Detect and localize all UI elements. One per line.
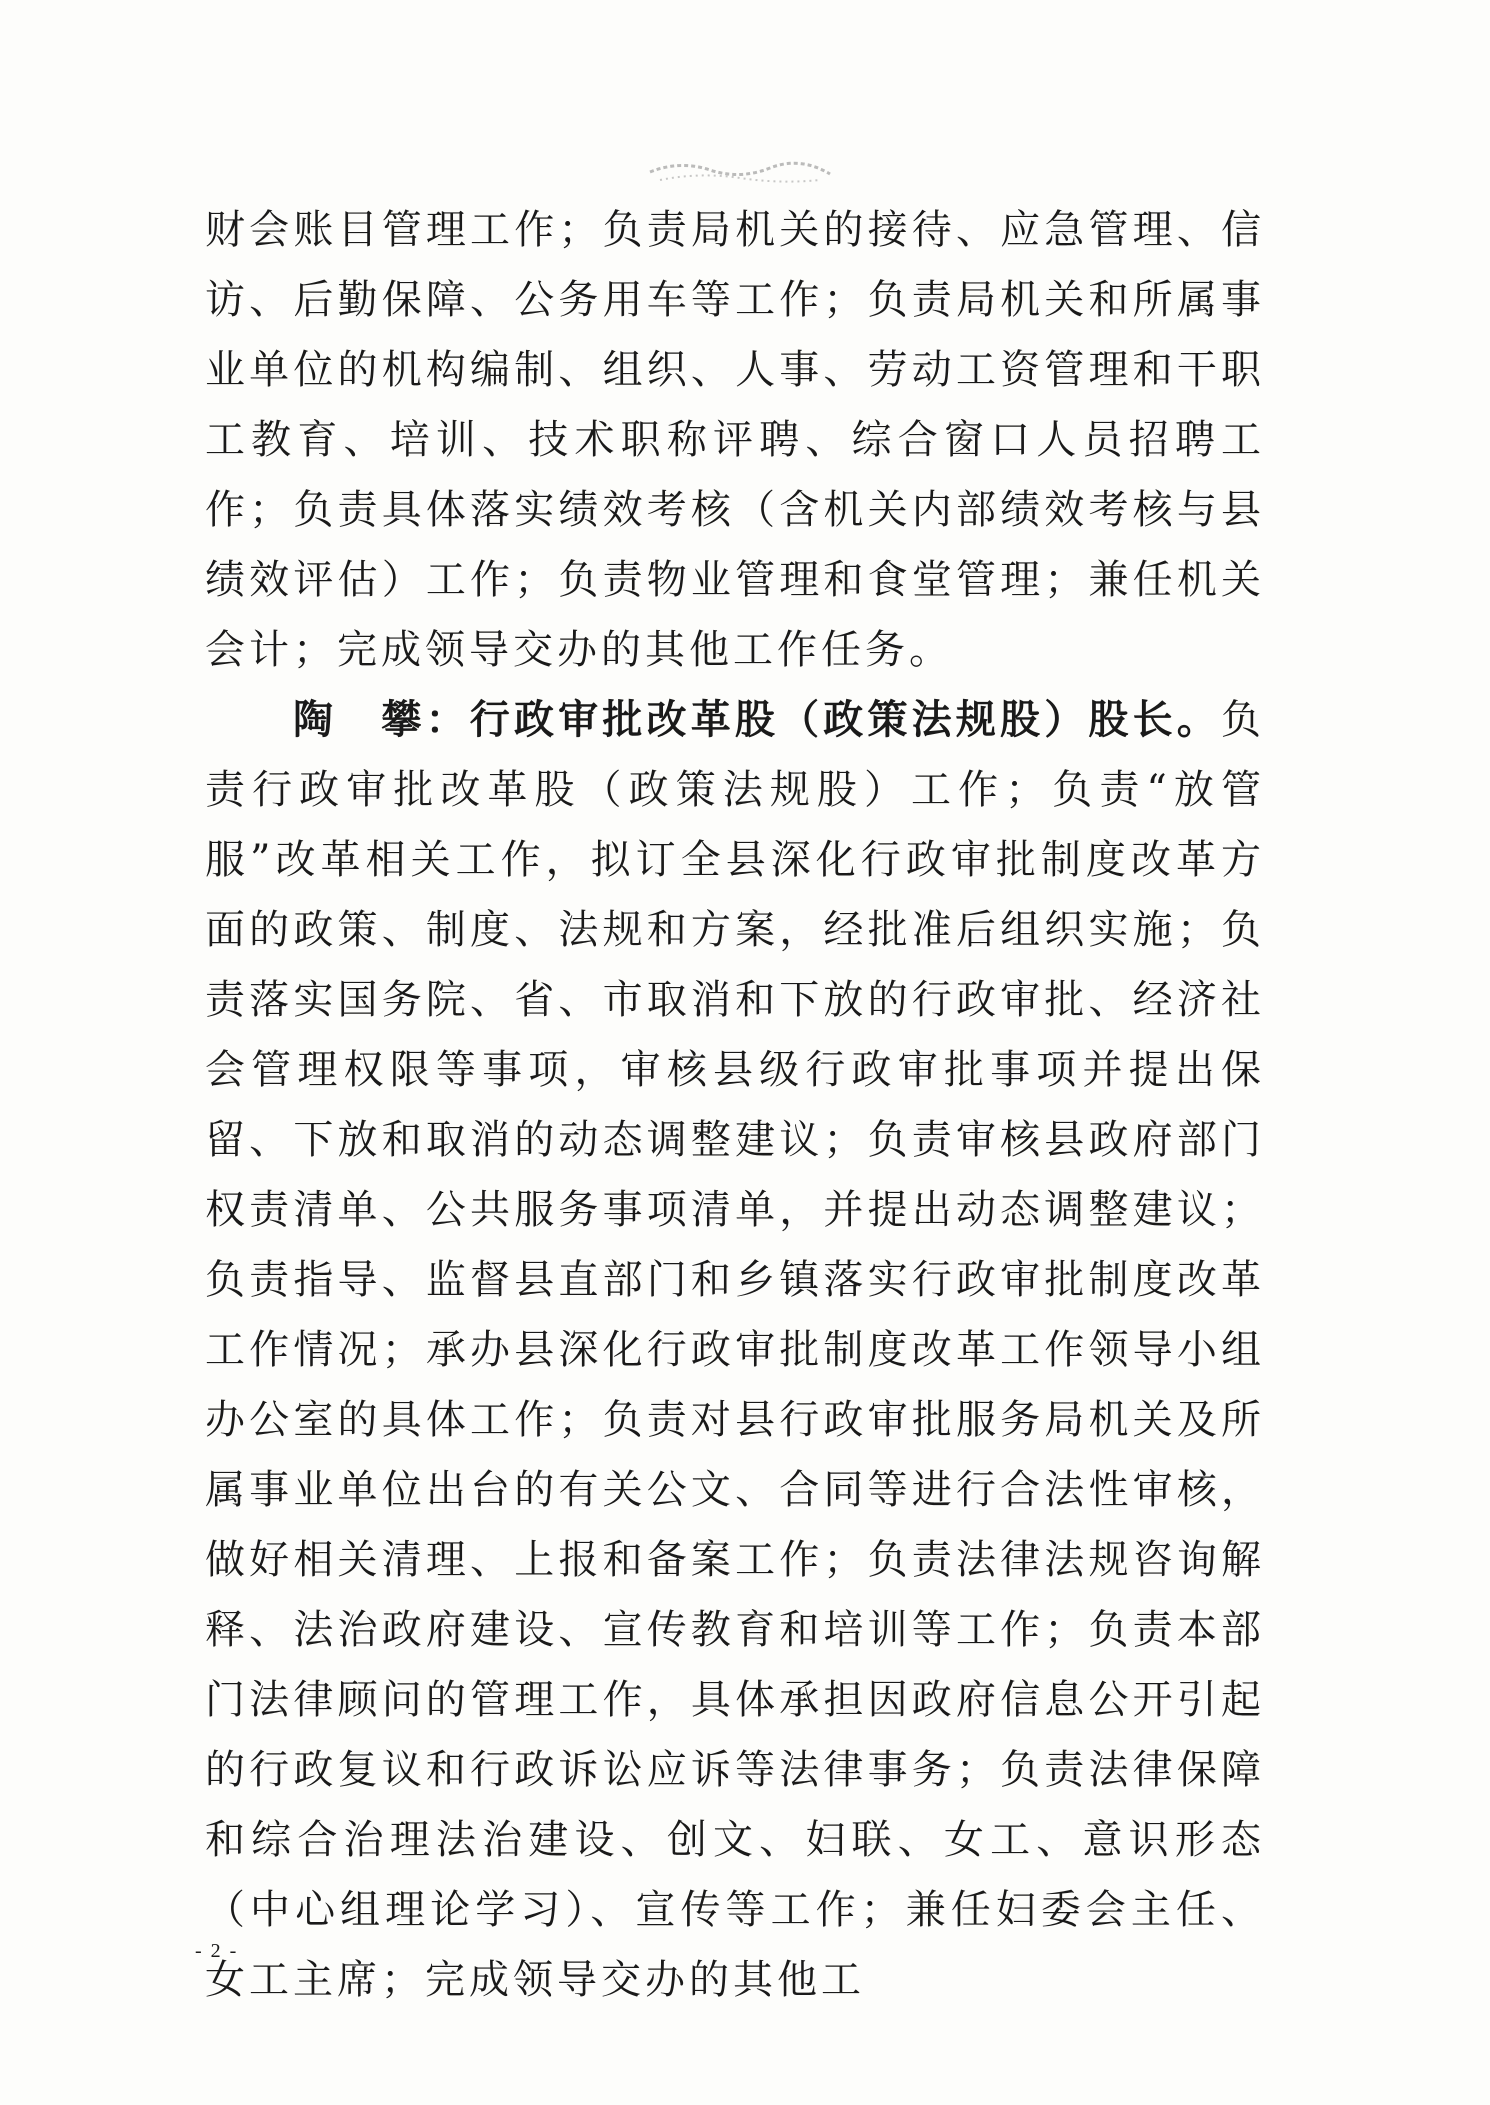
paragraph-tao-pan: [205, 685, 1265, 2015]
paragraph-lead-heading: 陶 攀：行政审批改革股（政策法规股）股长。: [293, 697, 1221, 743]
paragraph-continuation: [205, 195, 1265, 685]
paragraph-text: 财会账目管理工作；负责局机关的接待、应急管理、信访、后勤保障、公务用车等工作；负责局机关和所属事业单位的机构编制、组织、人事、劳动工资管理和干职工教育、培训、技术职称评聘、综合窗口人员招聘工作；负责具体落实绩效考核（含机关内部绩效考核与县绩效评估）工作；负责物业管理和食堂管理；兼任机关会计；完成领导交办的其他工作任务。: [205, 207, 1265, 673]
scan-artifact-icon: [640, 150, 840, 190]
paragraph-text: 负责行政审批改革股（政策法规股）工作；负责“放管服”改革相关工作，拟订全县深化行政审批制度改革方面的政策、制度、法规和方案，经批准后组织实施；负责落实国务院、省、市取消和下放的行政审批、经济社会管理权限等事项，审核县级行政审批事项并提出保留、下放和取消的动态调整建议；负责审核县政府部门权责清单、公共服务事项清单，并提出动态调整建议；负责指导、监督县直部门和乡镇落实行政审批制度改革工作情况；承办县深化行政审批制度改革工作领导小组办公室的具体工作；负责对县行政审批服务局机关及所属事业单位出台的有关公文、合同等进行合法性审核，做好相关清理、上报和备案工作；负责法律法规咨询解释、法治政府建设、宣传教育和培训等工作；负责本部门法律顾问的管理工作，具体承担因政府信息公开引起的行政复议和行政诉讼应诉等法律事务；负责法律保障和综合治理法治建设、创文、妇联、女工、意识形态（中心组理论学习）、宣传等工作；兼任妇委会主任、女工主席；完成领导交办的其他工: [205, 697, 1265, 2003]
document-body: [205, 195, 1265, 2015]
page-number: - 2 -: [195, 1940, 239, 1962]
